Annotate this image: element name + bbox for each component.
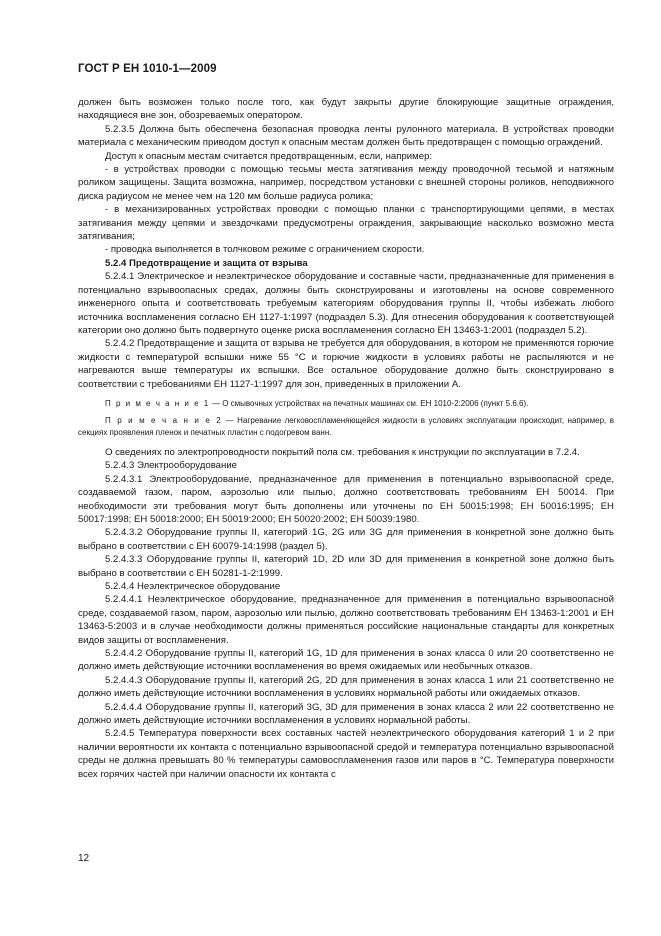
note [78, 415, 614, 439]
note-text: — Нагревание легковоспламеняющейся жидкости в условиях эксплуатации происходит, например, в секциях проявления пленок и печатных пластин с подогревом ванн. [78, 415, 614, 437]
paragraph: 5.2.4.4.4 Оборудование группы II, категорий 3G, 3D для применения в зонах класса 2 или 22 соответственно не должно иметь действующие источники воспламенения в условиях нормальной работы. [78, 701, 614, 727]
paragraph: 5.2.4.2 Предотвращение и защита от взрыва не требуется для оборудования, в котором не применяются горючие жидкости с температурой вспышки ниже 55 °С и горючие жидкости в условиях работы не распыляются и не нагреваются выше температуры их вспышки. Все остальное оборудование должно быть сконструировано в соответствии с требованиями ЕН 1127-1:1997 для зон, приведенных в приложении А. [78, 338, 614, 390]
note-text: — О смывочных устройствах на печатных машинах см. ЕН 1010-2:2006 (пункт 5.6.6). [209, 398, 529, 408]
paragraph: 5.2.4.4.3 Оборудование группы II, категорий 2G, 2D для применения в зонах класса 1 или 21 соответственно не должно иметь действующие источники воспламенения в условиях нормальной работы или ожидаемых отказов. [78, 674, 614, 700]
paragraph: должен быть возможен только после того, как будут закрыты другие блокирующие защитные ограждения, находящиеся вне зон, обозреваемых оператором. [78, 97, 614, 122]
paragraph: 5.2.4.4.2 Оборудование группы II, категорий 1G, 1D для применения в зонах класса 0 или 20 соответственно не должно иметь действующие источники воспламенения во время ожидаемых или необычных отказов. [78, 648, 614, 673]
paragraph: 5.2.4.3.3 Оборудование группы II, категорий 1D, 2D или 3D для применения в конкретной зоне должно быть выбрано в соответствии с ЕН 50281-1-2:1999. [78, 554, 614, 579]
paragraph: 5.2.4.1 Электрическое и неэлектрическое оборудование и составные части, предназначенные для применения в потенциально взрывоопасных средах, должны быть сконструированы и изготовлены на основе современного инженерного опыта и соответствовать требуемым категориям оборудования группы II, чтобы избежать любого источника воспламенения согласно ЕН 1127-1:1997 (подраздел 5.3). Для отнесения оборудования к соответствующей категории оно должно быть подвергнуто оценке риска воспламенения согласно ЕН 13463-1:2001 (подраздел 5.2). [78, 271, 614, 336]
page-number: 12 [78, 853, 90, 864]
paragraph: 5.2.4.3.2 Оборудование группы II, категорий 1G, 2G или 3G для применения в конкретной зоне должно быть выбрано в соответствии с ЕН 60079-14:1998 (раздел 5). [78, 527, 614, 552]
note-label: П р и м е ч а н и е 1 [105, 398, 210, 408]
list-item: - в устройствах проводки с помощью тесьмы места затягивания между проводочной тесьмой и натяжным роликом защищены. Защита возможна, например, посредством установки с внешней стороны роликов, неподвижного диска радиусом не менее чем на 120 мм больше радиуса ролика; [78, 164, 614, 202]
paragraph: 5.2.4.4.1 Неэлектрическое оборудование, предназначенное для применения в потенциально взрывоопасной среде, создаваемой газом, паром, аэрозолью или пылью, должно соответствовать требованиям ЕН 13463-1:2001 и ЕН 13463-5:2003 и в случае необходимости должны применяться российские национальные стандарты для конкретных видов защиты от воспламенения. [78, 594, 614, 646]
list-item: - проводка выполняется в толчковом режиме с ограничением скорости. [105, 244, 425, 256]
note [78, 398, 614, 410]
paragraph: 5.2.4.5 Температура поверхности всех составных частей неэлектрического оборудования категорий 1 и 2 при наличии вероятности их контакта с потенциально взрывоопасной средой и температура потенциально взрывоопасной среды не должна превышать 80 % температуры самовоспламенения газов или паров в °С. Температура поверхности всех горячих частей при наличии опасности их контакта с [78, 728, 614, 780]
paragraph: 5.2.4.3.1 Электрооборудование, предназначенное для применения в потенциально взрывоопасной среде, создаваемой газом, паром, аэрозолью или пылью, должно соответствовать требованиям ЕН 50014. При необходимости эти требования могут быть дополнены или уточнены по ЕН 50015:1998; ЕН 50016:1995; ЕН 50017:1998; ЕН 50018:2000; ЕН 50019:2000; ЕН 50020:2002; ЕН 50039:1980. [78, 473, 614, 525]
paragraph: О сведениях по электропроводности покрытий пола см. требования к инструкции по эксплуатации в 7.2.4. [105, 446, 580, 458]
section-heading: 5.2.4 Предотвращение и защита от взрыва [105, 257, 308, 269]
list-item: - в механизированных устройствах проводки с помощью планки с транспортирующими цепями, в местах затягивания между цепями и звездочками предусмотрены ограждения, закрывающие насколько возможно места затягивания; [78, 204, 614, 243]
document-body [78, 96, 614, 781]
subsection-heading: 5.2.4.3 Электрооборудование [105, 460, 238, 472]
document-header: ГОСТ Р ЕН 1010-1—2009 [78, 63, 217, 75]
subsection-heading: 5.2.4.4 Неэлектрическое оборудование [105, 581, 281, 592]
paragraph: 5.2.3.5 Должна быть обеспечена безопасная проводка ленты рулонного материала. В устройствах проводки материала с механическим приводом доступ к опасным местам должен быть предотвращен с помощью ограждений. [78, 123, 614, 149]
paragraph: Доступ к опасным местам считается предотвращенным, если, например: [105, 150, 433, 162]
note-label: П р и м е ч а н и е 2 [105, 415, 223, 425]
